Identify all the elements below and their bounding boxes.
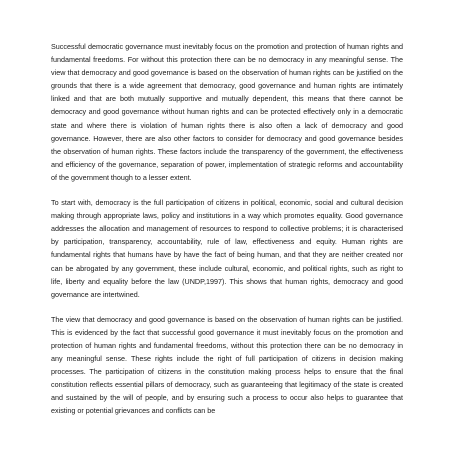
document-page xyxy=(51,40,403,418)
paragraph-3: The view that democracy and good governance is based on the observation of human rights can be justified. This is evidenced by the fact that successful good governance it must inevitably focus on the promotion and protection of human rights and fundamental freedoms, without this protection there can be no democracy in any meaningful sense. These rights include the right of full participation of citizens in decision making processes. The participation of citizens in the constitution making process helps to ensure that the final constitution reflects essential pillars of democracy, such as guaranteeing that legitimacy of the state is created and sustained by the will of people, and by ensuring such a process to occur also helps to guarantee that existing or potential grievances and conflicts can be xyxy=(51,314,403,416)
paragraph-1: Successful democratic governance must inevitably focus on the promotion and protection of human rights and fundamental freedoms. For without this protection there can be no democracy in any meaningful sense. The view that democracy and good governance is based on the observation of human rights can be justified on the grounds that there is a wide agreement that democracy, good governance and human rights are intimately linked and that are both mutually supportive and mutually dependent, this means that there cannot be democracy and good governance without human rights and can be protected effectively only in a democratic state and where there is violation of human rights there is also often a lack of democracy and good governance. However, there are also other factors to consider for democracy and good governance besides the observation of human rights. These factors include the transparency of the government, the effectiveness and efficiency of the governance, separation of power, implementation of strategic reforms and accountability of the government though to a lesser extent. xyxy=(51,42,403,182)
paragraph-2: To start with, democracy is the full participation of citizens in political, economic, social and cultural decision making through appropriate laws, policy and institutions in a way which promotes equality. Good governance addresses the allocation and management of resources to respond to collective problems; it is characterised by participation, transparency, accountability, rule of law, effectiveness and equity. Human rights are fundamental rights that humans have by have the fact of being human, and that they are neither created nor can be abrogated by any government, these include cultural, economic, and political rights, such as right to life, liberty and equality before the law (UNDP,1997). This shows that human rights, democracy and good governance are intertwined. xyxy=(51,198,403,299)
